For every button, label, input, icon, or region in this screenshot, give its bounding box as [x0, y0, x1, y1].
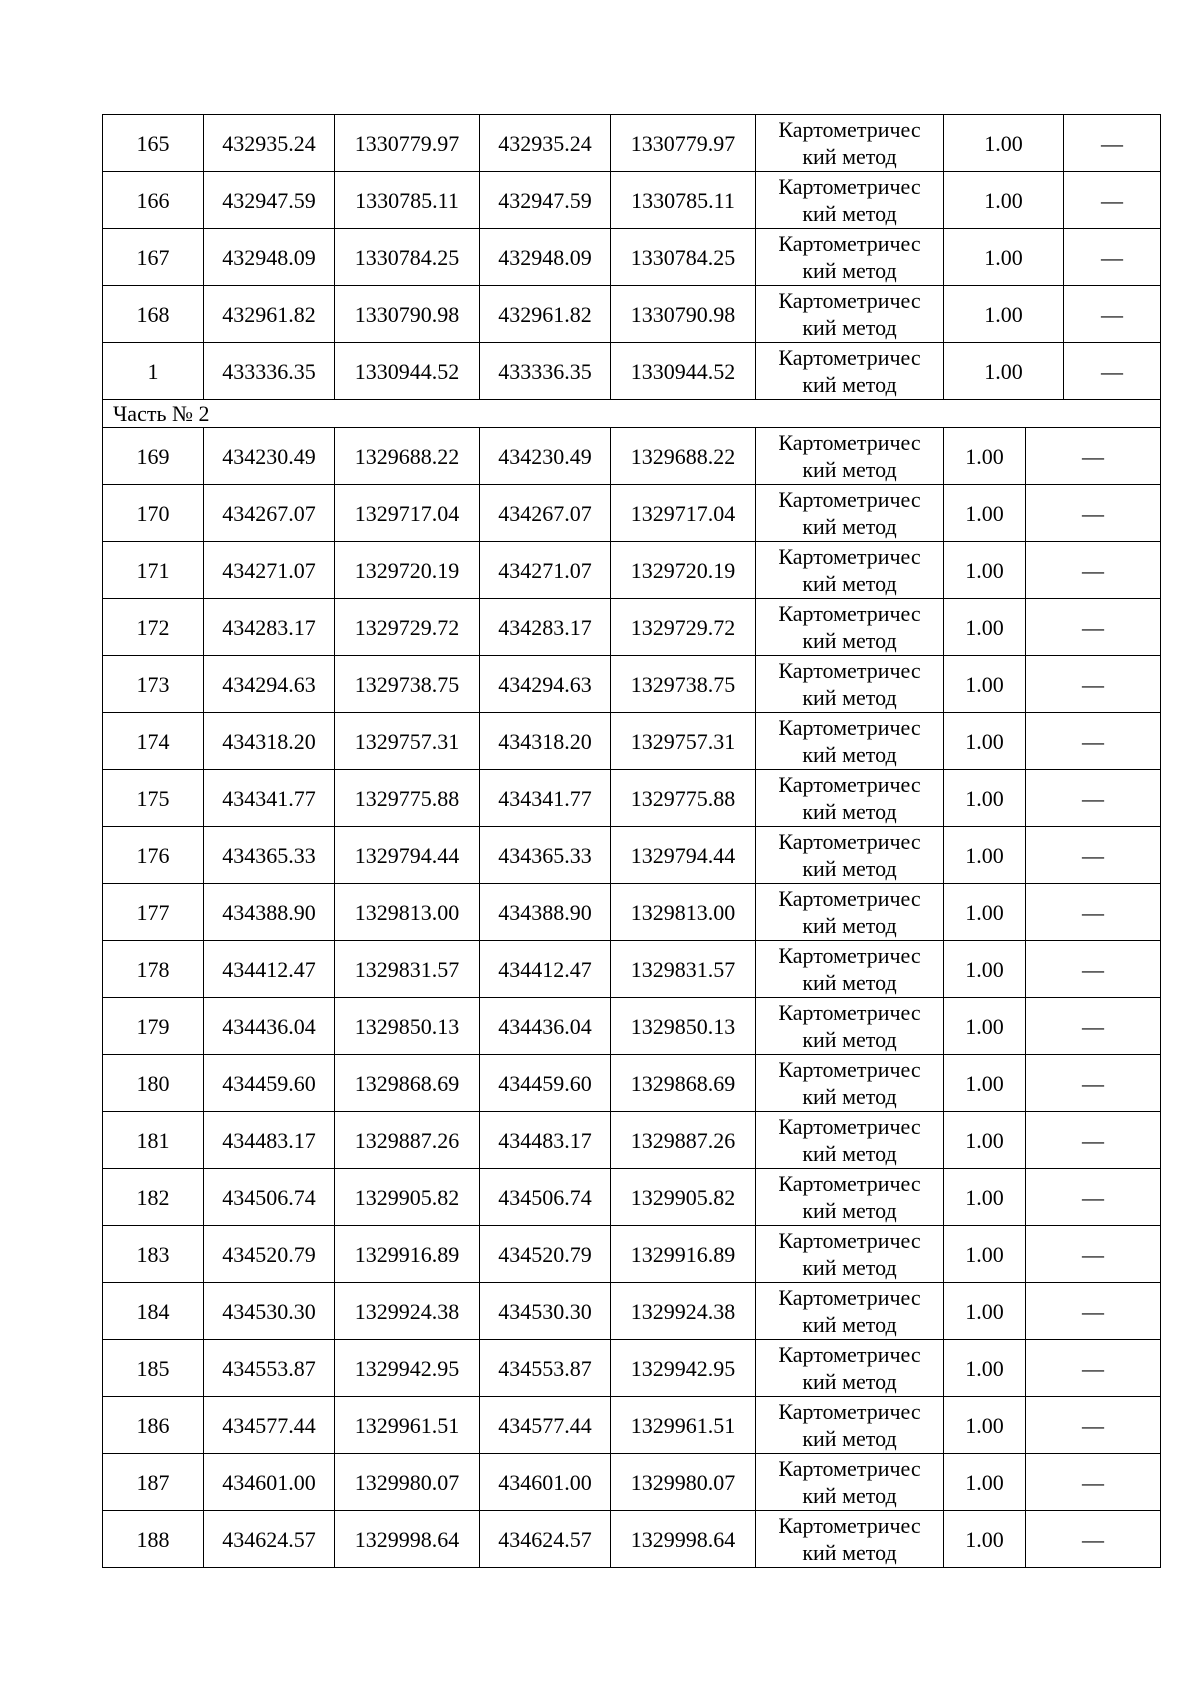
x-refined-cell: 434520.79 — [480, 1226, 611, 1283]
note-cell: — — [1026, 1226, 1161, 1283]
method-cell — [756, 1283, 944, 1340]
accuracy-cell: 1.00 — [944, 115, 1064, 172]
y-refined-cell: 1329738.75 — [611, 656, 756, 713]
point-number-cell: 169 — [103, 428, 204, 485]
accuracy-cell: 1.00 — [944, 1112, 1026, 1169]
x-existing-cell: 434267.07 — [204, 485, 335, 542]
x-existing-cell: 432948.09 — [204, 229, 335, 286]
x-refined-cell: 434294.63 — [480, 656, 611, 713]
method-line-2: кий метод — [802, 1084, 897, 1109]
method-cell — [756, 1511, 944, 1568]
x-refined-cell: 434530.30 — [480, 1283, 611, 1340]
point-number-cell: 171 — [103, 542, 204, 599]
x-refined-cell: 434341.77 — [480, 770, 611, 827]
x-refined-cell: 434318.20 — [480, 713, 611, 770]
x-refined-cell: 434483.17 — [480, 1112, 611, 1169]
method-line-2: кий метод — [802, 742, 897, 767]
x-existing-cell: 434318.20 — [204, 713, 335, 770]
accuracy-cell: 1.00 — [944, 884, 1026, 941]
method-cell — [756, 1226, 944, 1283]
x-refined-cell: 432935.24 — [480, 115, 611, 172]
y-refined-cell: 1329688.22 — [611, 428, 756, 485]
table-body-part-1 — [103, 115, 1161, 400]
y-existing-cell: 1329887.26 — [335, 1112, 480, 1169]
point-number-cell: 166 — [103, 172, 204, 229]
table-row — [103, 1283, 1161, 1340]
method-cell — [756, 542, 944, 599]
table-row — [103, 941, 1161, 998]
method-cell — [756, 1397, 944, 1454]
method-line-1: Картометричес — [778, 1000, 921, 1025]
method-line-2: кий метод — [802, 1255, 897, 1280]
part-label: Часть № 2 — [103, 400, 1161, 428]
method-line-2: кий метод — [802, 799, 897, 824]
accuracy-cell: 1.00 — [944, 172, 1064, 229]
accuracy-cell: 1.00 — [944, 713, 1026, 770]
method-line-1: Картометричес — [778, 430, 921, 455]
x-existing-cell: 432935.24 — [204, 115, 335, 172]
x-refined-cell: 432947.59 — [480, 172, 611, 229]
x-refined-cell: 434577.44 — [480, 1397, 611, 1454]
table-row — [103, 1511, 1161, 1568]
x-existing-cell: 434271.07 — [204, 542, 335, 599]
y-refined-cell: 1330944.52 — [611, 343, 756, 400]
method-line-2: кий метод — [802, 913, 897, 938]
method-cell — [756, 115, 944, 172]
method-cell — [756, 343, 944, 400]
note-cell: — — [1064, 343, 1161, 400]
note-cell: — — [1026, 656, 1161, 713]
method-cell — [756, 1112, 944, 1169]
method-cell — [756, 770, 944, 827]
point-number-cell: 176 — [103, 827, 204, 884]
y-existing-cell: 1330790.98 — [335, 286, 480, 343]
method-line-2: кий метод — [802, 258, 897, 283]
point-number-cell: 178 — [103, 941, 204, 998]
accuracy-cell: 1.00 — [944, 542, 1026, 599]
table-row — [103, 827, 1161, 884]
x-refined-cell: 434506.74 — [480, 1169, 611, 1226]
point-number-cell: 168 — [103, 286, 204, 343]
method-cell — [756, 941, 944, 998]
y-refined-cell: 1329757.31 — [611, 713, 756, 770]
accuracy-cell: 1.00 — [944, 428, 1026, 485]
y-refined-cell: 1329887.26 — [611, 1112, 756, 1169]
y-refined-cell: 1329980.07 — [611, 1454, 756, 1511]
method-line-2: кий метод — [802, 1198, 897, 1223]
y-existing-cell: 1329998.64 — [335, 1511, 480, 1568]
accuracy-cell: 1.00 — [944, 485, 1026, 542]
x-refined-cell: 434412.47 — [480, 941, 611, 998]
note-cell: — — [1026, 428, 1161, 485]
method-line-2: кий метод — [802, 1369, 897, 1394]
note-cell: — — [1026, 1454, 1161, 1511]
y-refined-cell: 1330779.97 — [611, 115, 756, 172]
x-existing-cell: 432947.59 — [204, 172, 335, 229]
accuracy-cell: 1.00 — [944, 770, 1026, 827]
x-existing-cell: 433336.35 — [204, 343, 335, 400]
method-line-1: Картометричес — [778, 117, 921, 142]
y-existing-cell: 1330784.25 — [335, 229, 480, 286]
y-existing-cell: 1329729.72 — [335, 599, 480, 656]
accuracy-cell: 1.00 — [944, 1511, 1026, 1568]
x-refined-cell: 434365.33 — [480, 827, 611, 884]
method-line-2: кий метод — [802, 372, 897, 397]
x-existing-cell: 434283.17 — [204, 599, 335, 656]
method-line-2: кий метод — [802, 514, 897, 539]
method-cell — [756, 884, 944, 941]
x-refined-cell: 434601.00 — [480, 1454, 611, 1511]
note-cell: — — [1064, 172, 1161, 229]
method-line-1: Картометричес — [778, 1342, 921, 1367]
point-number-cell: 180 — [103, 1055, 204, 1112]
y-existing-cell: 1329868.69 — [335, 1055, 480, 1112]
method-line-2: кий метод — [802, 1426, 897, 1451]
note-cell: — — [1064, 229, 1161, 286]
method-cell — [756, 428, 944, 485]
method-line-1: Картометричес — [778, 231, 921, 256]
table-row — [103, 229, 1161, 286]
method-line-1: Картометричес — [778, 1228, 921, 1253]
point-number-cell: 175 — [103, 770, 204, 827]
note-cell: — — [1026, 941, 1161, 998]
method-line-2: кий метод — [802, 1540, 897, 1565]
point-number-cell: 185 — [103, 1340, 204, 1397]
method-line-1: Картометричес — [778, 772, 921, 797]
accuracy-cell: 1.00 — [944, 998, 1026, 1055]
x-refined-cell: 434230.49 — [480, 428, 611, 485]
y-refined-cell: 1329916.89 — [611, 1226, 756, 1283]
y-refined-cell: 1329775.88 — [611, 770, 756, 827]
y-existing-cell: 1329831.57 — [335, 941, 480, 998]
table-row — [103, 1112, 1161, 1169]
note-cell: — — [1026, 998, 1161, 1055]
method-cell — [756, 229, 944, 286]
note-cell: — — [1026, 1511, 1161, 1568]
x-refined-cell: 434624.57 — [480, 1511, 611, 1568]
method-cell — [756, 827, 944, 884]
method-line-1: Картометричес — [778, 1399, 921, 1424]
method-cell — [756, 1340, 944, 1397]
x-existing-cell: 434412.47 — [204, 941, 335, 998]
accuracy-cell: 1.00 — [944, 599, 1026, 656]
method-line-1: Картометричес — [778, 943, 921, 968]
method-line-2: кий метод — [802, 970, 897, 995]
method-cell — [756, 998, 944, 1055]
method-line-1: Картометричес — [778, 829, 921, 854]
x-existing-cell: 434365.33 — [204, 827, 335, 884]
x-existing-cell: 434530.30 — [204, 1283, 335, 1340]
point-number-cell: 183 — [103, 1226, 204, 1283]
x-existing-cell: 434459.60 — [204, 1055, 335, 1112]
method-line-1: Картометричес — [778, 487, 921, 512]
x-existing-cell: 434341.77 — [204, 770, 335, 827]
method-line-1: Картометричес — [778, 1114, 921, 1139]
note-cell: — — [1026, 884, 1161, 941]
table-row — [103, 884, 1161, 941]
accuracy-cell: 1.00 — [944, 656, 1026, 713]
accuracy-cell: 1.00 — [944, 1397, 1026, 1454]
note-cell: — — [1026, 1397, 1161, 1454]
x-existing-cell: 432961.82 — [204, 286, 335, 343]
y-refined-cell: 1329961.51 — [611, 1397, 756, 1454]
method-cell — [756, 599, 944, 656]
y-existing-cell: 1329924.38 — [335, 1283, 480, 1340]
table-row — [103, 428, 1161, 485]
y-refined-cell: 1329850.13 — [611, 998, 756, 1055]
x-refined-cell: 434459.60 — [480, 1055, 611, 1112]
point-number-cell: 182 — [103, 1169, 204, 1226]
y-refined-cell: 1329905.82 — [611, 1169, 756, 1226]
table-row — [103, 343, 1161, 400]
x-refined-cell: 434283.17 — [480, 599, 611, 656]
y-existing-cell: 1329905.82 — [335, 1169, 480, 1226]
x-existing-cell: 434436.04 — [204, 998, 335, 1055]
table-row — [103, 1454, 1161, 1511]
x-refined-cell: 434271.07 — [480, 542, 611, 599]
table-row — [103, 998, 1161, 1055]
y-refined-cell: 1329831.57 — [611, 941, 756, 998]
point-number-cell: 170 — [103, 485, 204, 542]
accuracy-cell: 1.00 — [944, 1226, 1026, 1283]
method-line-2: кий метод — [802, 571, 897, 596]
method-cell — [756, 485, 944, 542]
method-cell — [756, 1169, 944, 1226]
point-number-cell: 181 — [103, 1112, 204, 1169]
y-refined-cell: 1329717.04 — [611, 485, 756, 542]
method-line-2: кий метод — [802, 628, 897, 653]
point-number-cell: 1 — [103, 343, 204, 400]
x-refined-cell: 434553.87 — [480, 1340, 611, 1397]
method-cell — [756, 1055, 944, 1112]
method-line-2: кий метод — [802, 685, 897, 710]
y-refined-cell: 1329924.38 — [611, 1283, 756, 1340]
x-existing-cell: 434624.57 — [204, 1511, 335, 1568]
x-existing-cell: 434388.90 — [204, 884, 335, 941]
y-existing-cell: 1329916.89 — [335, 1226, 480, 1283]
x-refined-cell: 434388.90 — [480, 884, 611, 941]
x-refined-cell: 433336.35 — [480, 343, 611, 400]
table-row — [103, 1226, 1161, 1283]
point-number-cell: 187 — [103, 1454, 204, 1511]
y-existing-cell: 1329961.51 — [335, 1397, 480, 1454]
note-cell: — — [1026, 1112, 1161, 1169]
method-cell — [756, 172, 944, 229]
y-existing-cell: 1329794.44 — [335, 827, 480, 884]
y-refined-cell: 1329942.95 — [611, 1340, 756, 1397]
x-refined-cell: 434436.04 — [480, 998, 611, 1055]
y-refined-cell: 1330784.25 — [611, 229, 756, 286]
y-refined-cell: 1330785.11 — [611, 172, 756, 229]
table-row — [103, 115, 1161, 172]
accuracy-cell: 1.00 — [944, 229, 1064, 286]
note-cell: — — [1026, 1283, 1161, 1340]
x-refined-cell: 432948.09 — [480, 229, 611, 286]
y-existing-cell: 1329688.22 — [335, 428, 480, 485]
table-row — [103, 1169, 1161, 1226]
note-cell: — — [1026, 599, 1161, 656]
y-refined-cell: 1329720.19 — [611, 542, 756, 599]
method-cell — [756, 713, 944, 770]
accuracy-cell: 1.00 — [944, 286, 1064, 343]
accuracy-cell: 1.00 — [944, 1055, 1026, 1112]
accuracy-cell: 1.00 — [944, 343, 1064, 400]
method-line-2: кий метод — [802, 1483, 897, 1508]
x-existing-cell: 434294.63 — [204, 656, 335, 713]
table-body-part-2 — [103, 428, 1161, 1568]
table-row — [103, 770, 1161, 827]
table-row — [103, 542, 1161, 599]
y-existing-cell: 1329942.95 — [335, 1340, 480, 1397]
method-line-1: Картометричес — [778, 288, 921, 313]
y-refined-cell: 1329813.00 — [611, 884, 756, 941]
accuracy-cell: 1.00 — [944, 1454, 1026, 1511]
y-existing-cell: 1330944.52 — [335, 343, 480, 400]
part-header — [103, 400, 1161, 428]
point-number-cell: 174 — [103, 713, 204, 770]
y-refined-cell: 1330790.98 — [611, 286, 756, 343]
point-number-cell: 165 — [103, 115, 204, 172]
method-line-1: Картометричес — [778, 1057, 921, 1082]
note-cell: — — [1026, 827, 1161, 884]
y-refined-cell: 1329868.69 — [611, 1055, 756, 1112]
method-cell — [756, 286, 944, 343]
method-line-2: кий метод — [802, 1027, 897, 1052]
method-line-2: кий метод — [802, 1141, 897, 1166]
x-existing-cell: 434483.17 — [204, 1112, 335, 1169]
y-existing-cell: 1329850.13 — [335, 998, 480, 1055]
method-line-1: Картометричес — [778, 174, 921, 199]
table-row — [103, 1397, 1161, 1454]
table-row — [103, 286, 1161, 343]
y-existing-cell: 1329738.75 — [335, 656, 480, 713]
x-existing-cell: 434230.49 — [204, 428, 335, 485]
x-refined-cell: 432961.82 — [480, 286, 611, 343]
table-row — [103, 1055, 1161, 1112]
point-number-cell: 173 — [103, 656, 204, 713]
method-line-1: Картометричес — [778, 658, 921, 683]
method-line-1: Картометричес — [778, 715, 921, 740]
point-number-cell: 184 — [103, 1283, 204, 1340]
note-cell: — — [1064, 286, 1161, 343]
accuracy-cell: 1.00 — [944, 941, 1026, 998]
y-existing-cell: 1329813.00 — [335, 884, 480, 941]
x-existing-cell: 434601.00 — [204, 1454, 335, 1511]
note-cell: — — [1026, 542, 1161, 599]
accuracy-cell: 1.00 — [944, 1169, 1026, 1226]
y-existing-cell: 1329775.88 — [335, 770, 480, 827]
accuracy-cell: 1.00 — [944, 1283, 1026, 1340]
note-cell: — — [1026, 1169, 1161, 1226]
x-existing-cell: 434553.87 — [204, 1340, 335, 1397]
accuracy-cell: 1.00 — [944, 1340, 1026, 1397]
method-line-1: Картометричес — [778, 544, 921, 569]
method-line-2: кий метод — [802, 201, 897, 226]
accuracy-cell: 1.00 — [944, 827, 1026, 884]
method-line-2: кий метод — [802, 144, 897, 169]
y-existing-cell: 1329980.07 — [335, 1454, 480, 1511]
point-number-cell: 167 — [103, 229, 204, 286]
y-existing-cell: 1329720.19 — [335, 542, 480, 599]
point-number-cell: 172 — [103, 599, 204, 656]
y-refined-cell: 1329729.72 — [611, 599, 756, 656]
coordinates-table-page — [102, 114, 1160, 1568]
note-cell: — — [1026, 713, 1161, 770]
method-line-2: кий метод — [802, 856, 897, 881]
table-row — [103, 172, 1161, 229]
method-line-2: кий метод — [802, 457, 897, 482]
point-number-cell: 188 — [103, 1511, 204, 1568]
x-existing-cell: 434506.74 — [204, 1169, 335, 1226]
note-cell: — — [1026, 1055, 1161, 1112]
x-existing-cell: 434520.79 — [204, 1226, 335, 1283]
table-row — [103, 599, 1161, 656]
y-existing-cell: 1330779.97 — [335, 115, 480, 172]
table-row — [103, 485, 1161, 542]
method-line-1: Картометричес — [778, 1171, 921, 1196]
table-row — [103, 713, 1161, 770]
x-refined-cell: 434267.07 — [480, 485, 611, 542]
method-line-1: Картометричес — [778, 601, 921, 626]
y-refined-cell: 1329794.44 — [611, 827, 756, 884]
y-existing-cell: 1330785.11 — [335, 172, 480, 229]
x-existing-cell: 434577.44 — [204, 1397, 335, 1454]
point-number-cell: 177 — [103, 884, 204, 941]
note-cell: — — [1064, 115, 1161, 172]
y-existing-cell: 1329717.04 — [335, 485, 480, 542]
method-line-2: кий метод — [802, 1312, 897, 1337]
method-line-2: кий метод — [802, 315, 897, 340]
method-line-1: Картометричес — [778, 1513, 921, 1538]
coordinates-table — [102, 114, 1161, 1568]
method-cell — [756, 656, 944, 713]
note-cell: — — [1026, 1340, 1161, 1397]
point-number-cell: 186 — [103, 1397, 204, 1454]
y-existing-cell: 1329757.31 — [335, 713, 480, 770]
method-line-1: Картометричес — [778, 1285, 921, 1310]
method-line-1: Картометричес — [778, 886, 921, 911]
y-refined-cell: 1329998.64 — [611, 1511, 756, 1568]
method-line-1: Картометричес — [778, 345, 921, 370]
method-cell — [756, 1454, 944, 1511]
point-number-cell: 179 — [103, 998, 204, 1055]
table-row — [103, 1340, 1161, 1397]
method-line-1: Картометричес — [778, 1456, 921, 1481]
note-cell: — — [1026, 770, 1161, 827]
note-cell: — — [1026, 485, 1161, 542]
table-row — [103, 656, 1161, 713]
